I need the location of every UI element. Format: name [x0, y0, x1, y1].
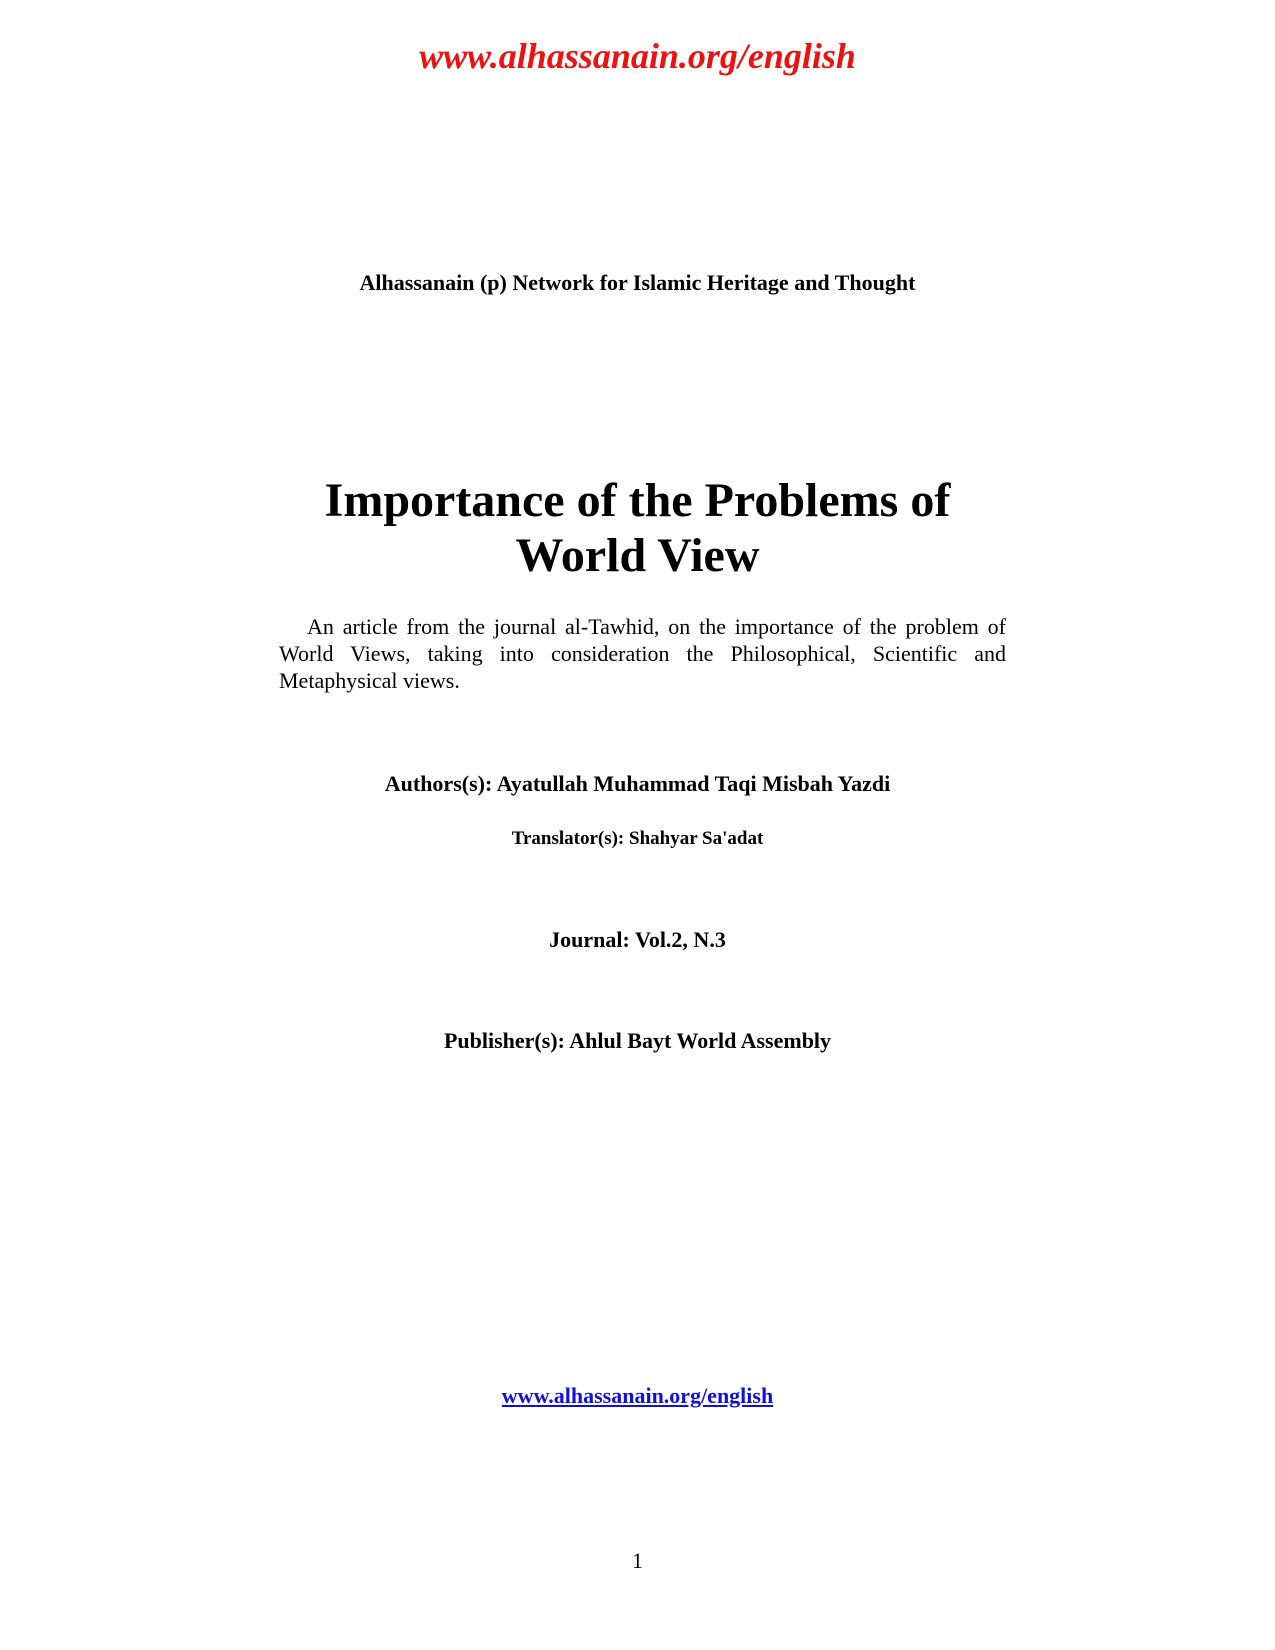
header-url: www.alhassanain.org/english — [419, 36, 856, 76]
document-title — [0, 473, 1275, 583]
footer-website-link[interactable]: www.alhassanain.org/english — [501, 1383, 774, 1408]
footer-link-container — [0, 1382, 1275, 1410]
page-number: 1 — [632, 1548, 643, 1573]
journal-line: Journal: Vol.2, N.3 — [549, 927, 726, 952]
publisher-line: Publisher(s): Ahlul Bayt World Assembly — [443, 1028, 832, 1053]
network-name: Alhassanain (p) Network for Islamic Heritage and Thought — [359, 270, 916, 295]
abstract-paragraph: An article from the journal al-Tawhid, on the importance of the problem of World Views, taking into consideration the Philosophical, Scientific and Metaphysical views. — [279, 614, 1006, 693]
translator-line: Translator(s): Shahyar Sa'adat — [511, 828, 764, 849]
title-line-1: Importance of the Problems of — [324, 474, 951, 527]
authors-line: Authors(s): Ayatullah Muhammad Taqi Misbah Yazdi — [384, 771, 891, 796]
title-line-2: World View — [515, 529, 760, 582]
